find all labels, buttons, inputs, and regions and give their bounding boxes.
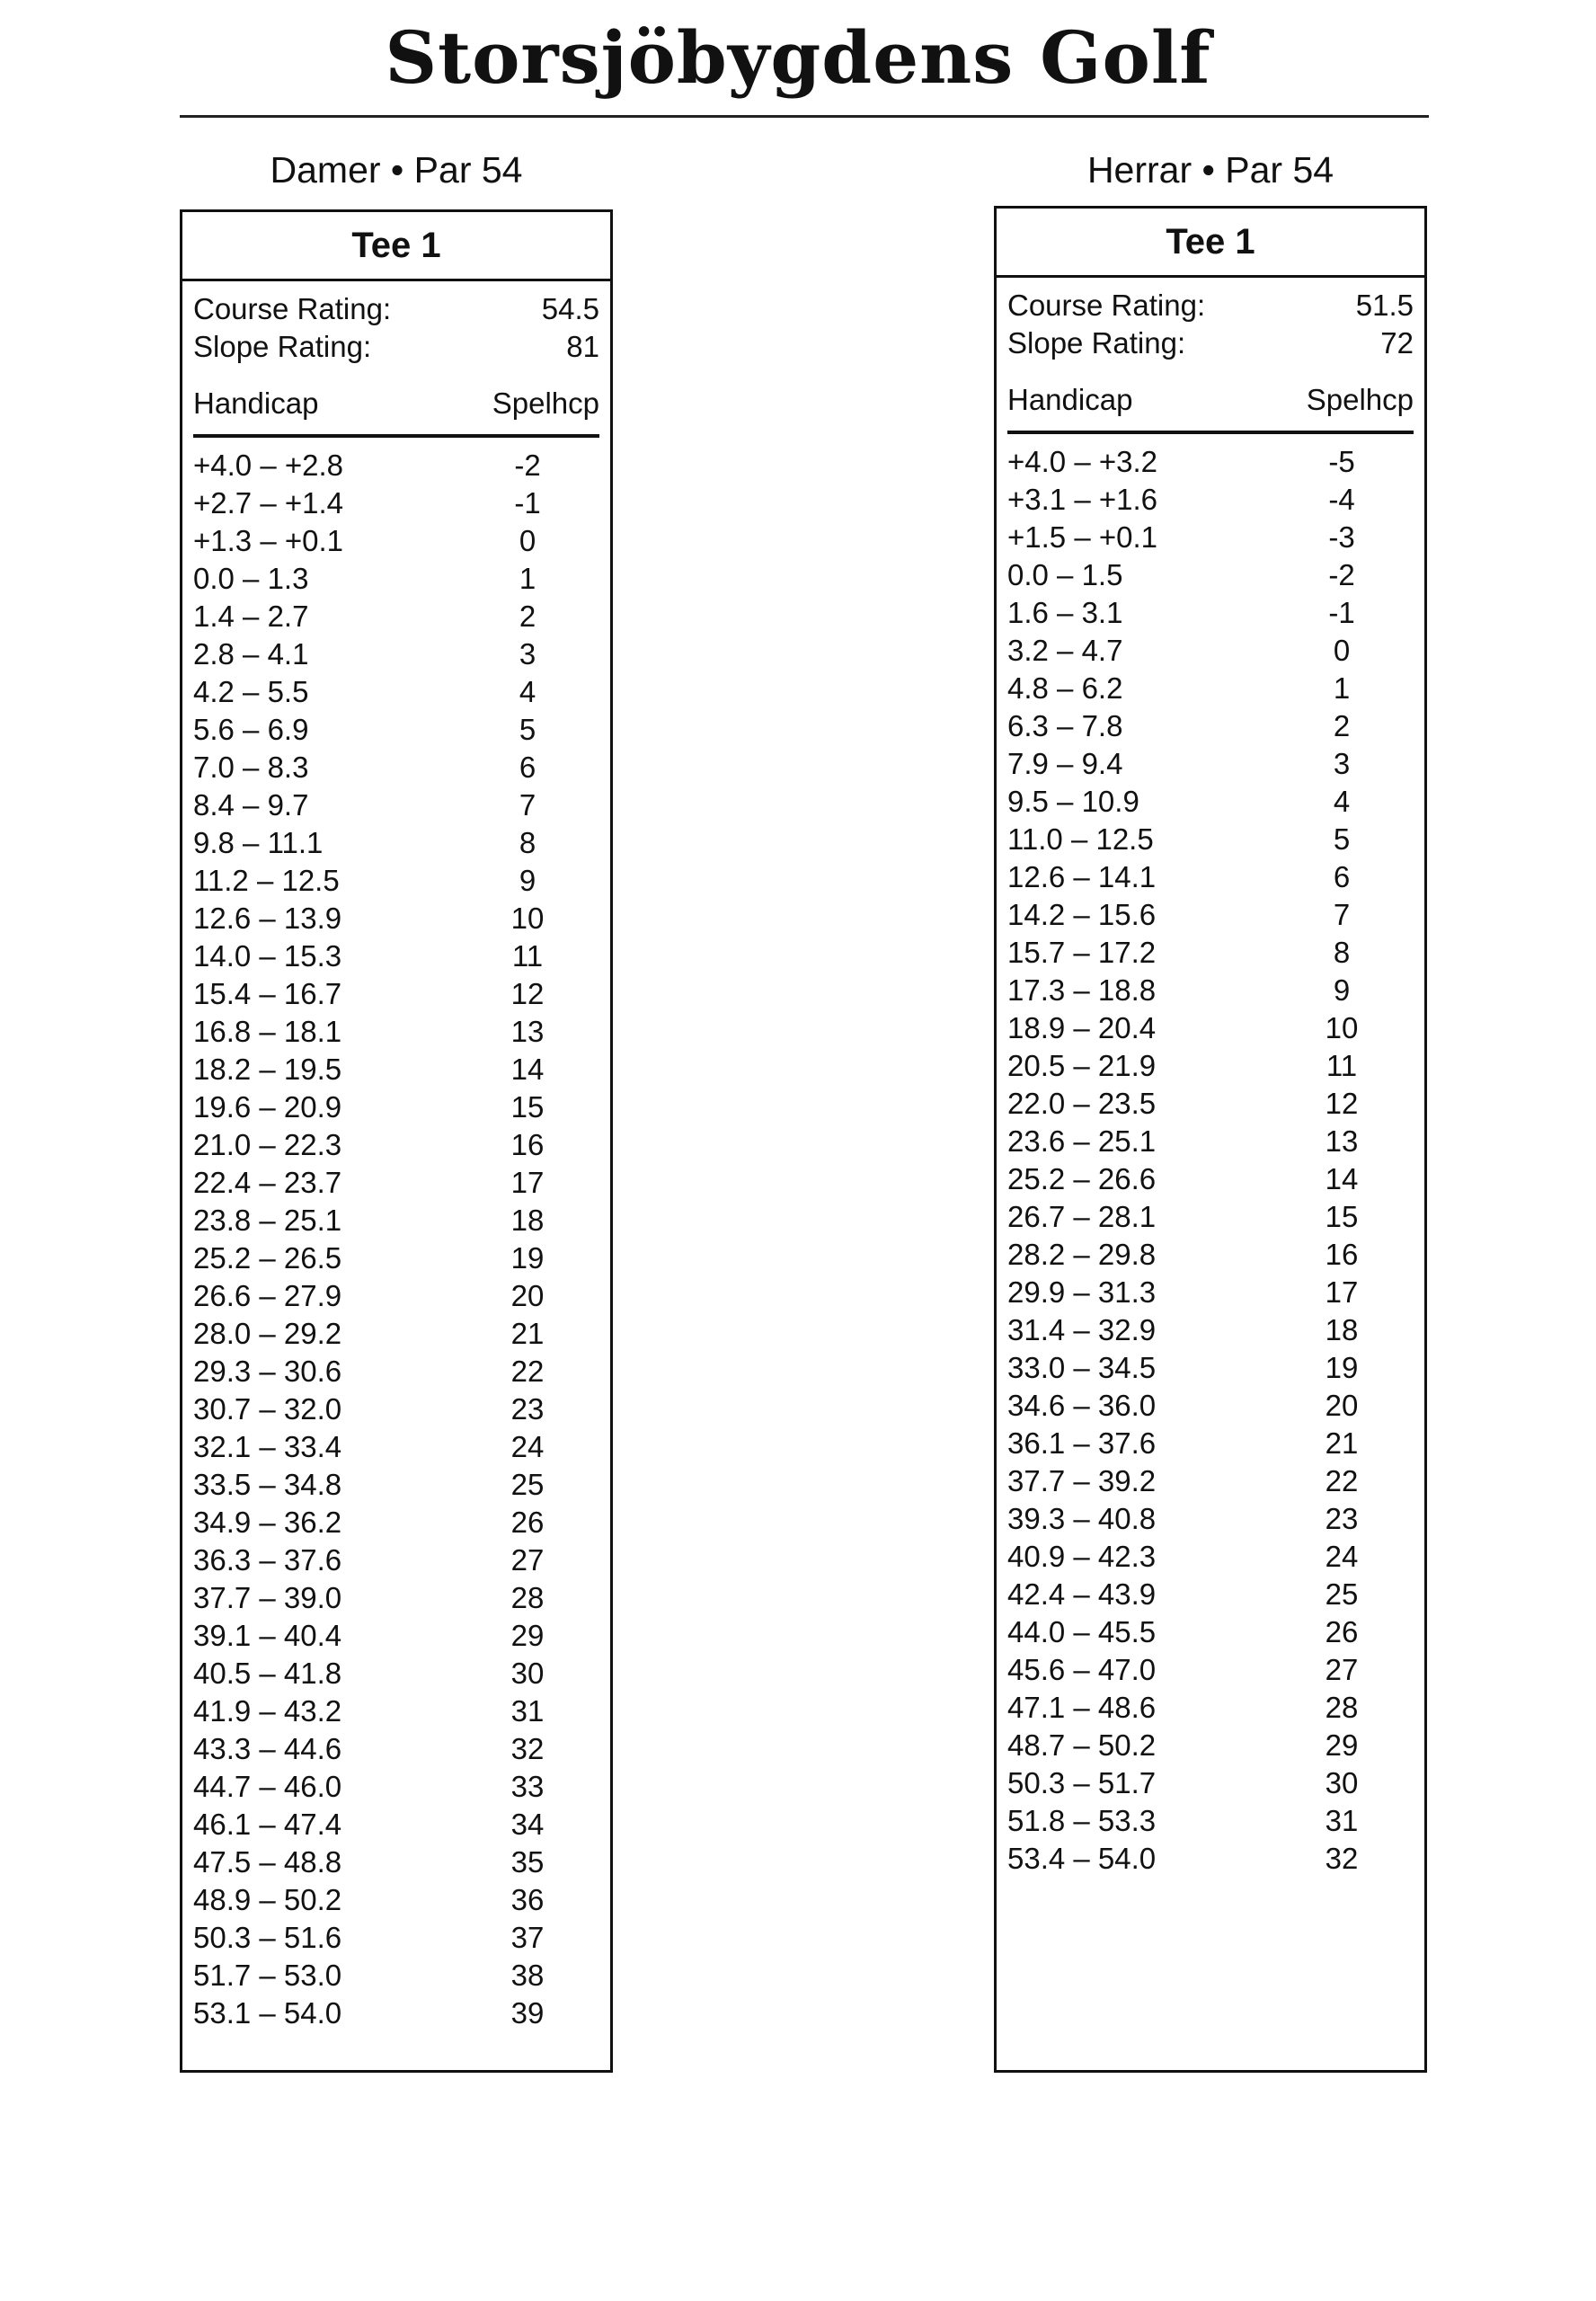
handicap-range: 39.3 – 40.8 bbox=[1007, 1502, 1157, 1535]
handicap-range: 34.9 – 36.2 bbox=[193, 1506, 342, 1539]
spelhcp-value: 35 bbox=[510, 1845, 545, 1879]
spelhcp-value: 30 bbox=[510, 1657, 545, 1690]
table-row bbox=[1007, 1802, 1414, 1840]
handicap-range: 44.7 – 46.0 bbox=[193, 1770, 342, 1803]
spelhcp-value: 4 bbox=[1333, 785, 1351, 818]
table-row bbox=[1007, 1689, 1414, 1727]
handicap-range: 5.6 – 6.9 bbox=[193, 713, 309, 746]
handicap-range: 33.5 – 34.8 bbox=[193, 1468, 342, 1501]
spelhcp-header: Spelhcp bbox=[492, 386, 599, 420]
spelhcp-value: 28 bbox=[1325, 1691, 1359, 1724]
spelhcp-value: 14 bbox=[510, 1053, 545, 1086]
spelhcp-value: 26 bbox=[510, 1506, 545, 1539]
table-row bbox=[193, 1390, 599, 1428]
handicap-range: 11.0 – 12.5 bbox=[1007, 822, 1154, 856]
table-row bbox=[1007, 1576, 1414, 1613]
table-row bbox=[193, 1919, 599, 1957]
spelhcp-value: 29 bbox=[510, 1619, 545, 1652]
handicap-range: 29.9 – 31.3 bbox=[1007, 1275, 1157, 1309]
spelhcp-value: 6 bbox=[1333, 860, 1351, 893]
damer-tee-label: Tee 1 bbox=[182, 212, 610, 281]
table-row bbox=[193, 900, 599, 937]
spelhcp-value: 28 bbox=[510, 1581, 545, 1614]
handicap-range: 21.0 – 22.3 bbox=[193, 1128, 342, 1161]
handicap-range: +2.7 – +1.4 bbox=[193, 486, 343, 520]
handicap-range: 18.9 – 20.4 bbox=[1007, 1011, 1157, 1044]
table-row bbox=[193, 862, 599, 900]
table-row bbox=[1007, 1500, 1414, 1538]
spelhcp-value: 38 bbox=[510, 1959, 545, 1992]
spelhcp-value: 3 bbox=[519, 637, 536, 671]
table-row bbox=[193, 1239, 599, 1277]
table-row bbox=[193, 1428, 599, 1466]
table-row bbox=[1007, 707, 1414, 745]
spelhcp-value: 31 bbox=[1325, 1804, 1359, 1837]
handicap-range: +1.5 – +0.1 bbox=[1007, 520, 1157, 554]
spelhcp-value: -1 bbox=[1328, 596, 1355, 629]
handicap-range: 16.8 – 18.1 bbox=[193, 1015, 342, 1048]
damer-rows bbox=[193, 447, 599, 2032]
table-row bbox=[193, 1730, 599, 1768]
handicap-range: 26.7 – 28.1 bbox=[1007, 1200, 1157, 1233]
spelhcp-value: 21 bbox=[1325, 1426, 1359, 1460]
slope-rating-label: Slope Rating: bbox=[1007, 326, 1186, 360]
spelhcp-value: -3 bbox=[1328, 520, 1355, 554]
table-row bbox=[1007, 1613, 1414, 1651]
table-row bbox=[1007, 1047, 1414, 1085]
spelhcp-value: 0 bbox=[1333, 634, 1351, 667]
handicap-range: 18.2 – 19.5 bbox=[193, 1053, 342, 1086]
handicap-header: Handicap bbox=[193, 386, 319, 420]
spelhcp-value: 17 bbox=[1325, 1275, 1359, 1309]
damer-slope-rating-row bbox=[193, 328, 599, 366]
spelhcp-value: 12 bbox=[510, 977, 545, 1010]
table-row bbox=[1007, 1085, 1414, 1123]
spelhcp-value: 39 bbox=[510, 1996, 545, 2030]
title-divider bbox=[180, 115, 1429, 118]
table-row bbox=[1007, 1538, 1414, 1576]
handicap-range: 19.6 – 20.9 bbox=[193, 1090, 342, 1124]
table-row bbox=[1007, 632, 1414, 670]
spelhcp-value: 12 bbox=[1325, 1087, 1359, 1120]
spelhcp-value: 26 bbox=[1325, 1615, 1359, 1648]
table-row bbox=[193, 522, 599, 560]
damer-course-rating-row bbox=[193, 290, 599, 328]
spelhcp-value: 1 bbox=[519, 562, 536, 595]
table-row bbox=[193, 1051, 599, 1088]
table-row bbox=[1007, 1727, 1414, 1764]
spelhcp-value: 16 bbox=[510, 1128, 545, 1161]
damer-table bbox=[180, 209, 613, 2073]
spelhcp-value: 4 bbox=[519, 675, 536, 708]
table-row bbox=[193, 1579, 599, 1617]
spelhcp-value: 13 bbox=[510, 1015, 545, 1048]
herrar-course-rating-row bbox=[1007, 287, 1414, 324]
spelhcp-value: 8 bbox=[519, 826, 536, 859]
table-row bbox=[1007, 670, 1414, 707]
handicap-range: +4.0 – +3.2 bbox=[1007, 445, 1157, 478]
handicap-range: 23.8 – 25.1 bbox=[193, 1204, 342, 1237]
spelhcp-value: 15 bbox=[1325, 1200, 1359, 1233]
table-row bbox=[193, 1088, 599, 1126]
spelhcp-value: 16 bbox=[1325, 1238, 1359, 1271]
table-row bbox=[193, 937, 599, 975]
handicap-range: 11.2 – 12.5 bbox=[193, 864, 340, 897]
handicap-range: 3.2 – 4.7 bbox=[1007, 634, 1123, 667]
spelhcp-value: 2 bbox=[1333, 709, 1351, 742]
handicap-range: 37.7 – 39.2 bbox=[1007, 1464, 1157, 1497]
spelhcp-value: 22 bbox=[510, 1355, 545, 1388]
handicap-range: 47.5 – 48.8 bbox=[193, 1845, 342, 1879]
table-row bbox=[1007, 1425, 1414, 1462]
course-rating-label: Course Rating: bbox=[1007, 289, 1206, 322]
table-row bbox=[1007, 1349, 1414, 1387]
table-row bbox=[193, 1164, 599, 1202]
handicap-range: 0.0 – 1.3 bbox=[193, 562, 309, 595]
spelhcp-value: 20 bbox=[1325, 1389, 1359, 1422]
handicap-range: 14.2 – 15.6 bbox=[1007, 898, 1157, 931]
handicap-range: 44.0 – 45.5 bbox=[1007, 1615, 1157, 1648]
spelhcp-value: 20 bbox=[510, 1279, 545, 1312]
spelhcp-value: -5 bbox=[1328, 445, 1355, 478]
handicap-range: 12.6 – 13.9 bbox=[193, 902, 342, 935]
handicap-range: 41.9 – 43.2 bbox=[193, 1694, 342, 1728]
handicap-range: 6.3 – 7.8 bbox=[1007, 709, 1123, 742]
handicap-range: 26.6 – 27.9 bbox=[193, 1279, 342, 1312]
spelhcp-value: 9 bbox=[519, 864, 536, 897]
handicap-range: 31.4 – 32.9 bbox=[1007, 1313, 1157, 1346]
spelhcp-value: 25 bbox=[510, 1468, 545, 1501]
table-row bbox=[1007, 1198, 1414, 1236]
table-row bbox=[1007, 1123, 1414, 1160]
course-rating-value: 54.5 bbox=[541, 292, 599, 325]
table-row bbox=[193, 1541, 599, 1579]
handicap-range: 32.1 – 33.4 bbox=[193, 1430, 342, 1463]
spelhcp-value: 18 bbox=[1325, 1313, 1359, 1346]
damer-column-header bbox=[193, 384, 599, 438]
handicap-range: 45.6 – 47.0 bbox=[1007, 1653, 1157, 1686]
spelhcp-value: 17 bbox=[510, 1166, 545, 1199]
spelhcp-value: 32 bbox=[1325, 1842, 1359, 1875]
handicap-range: 46.1 – 47.4 bbox=[193, 1808, 342, 1841]
table-row bbox=[1007, 1462, 1414, 1500]
handicap-range: 23.6 – 25.1 bbox=[1007, 1124, 1157, 1158]
herrar-heading: Herrar • Par 54 bbox=[1086, 149, 1334, 191]
table-row bbox=[193, 560, 599, 598]
handicap-range: 14.0 – 15.3 bbox=[193, 939, 342, 973]
spelhcp-value: 11 bbox=[511, 939, 544, 973]
handicap-range: 53.1 – 54.0 bbox=[193, 1996, 342, 2030]
handicap-range: 0.0 – 1.5 bbox=[1007, 558, 1123, 591]
table-row bbox=[193, 1013, 599, 1051]
herrar-tee-label: Tee 1 bbox=[997, 209, 1424, 278]
table-row bbox=[193, 1768, 599, 1806]
table-row bbox=[1007, 1840, 1414, 1878]
table-row bbox=[193, 1466, 599, 1504]
handicap-range: +3.1 – +1.6 bbox=[1007, 483, 1157, 516]
table-row bbox=[193, 1504, 599, 1541]
handicap-range: 53.4 – 54.0 bbox=[1007, 1842, 1157, 1875]
table-row bbox=[193, 749, 599, 786]
table-row bbox=[193, 1315, 599, 1353]
table-row bbox=[1007, 1387, 1414, 1425]
spelhcp-value: 7 bbox=[1333, 898, 1351, 931]
table-row bbox=[1007, 783, 1414, 821]
spelhcp-value: 21 bbox=[510, 1317, 545, 1350]
handicap-range: 22.4 – 23.7 bbox=[193, 1166, 342, 1199]
handicap-range: 15.4 – 16.7 bbox=[193, 977, 342, 1010]
spelhcp-value: 25 bbox=[1325, 1577, 1359, 1611]
spelhcp-value: 23 bbox=[1325, 1502, 1359, 1535]
handicap-range: 28.0 – 29.2 bbox=[193, 1317, 342, 1350]
handicap-range: 34.6 – 36.0 bbox=[1007, 1389, 1157, 1422]
spelhcp-value: 9 bbox=[1333, 973, 1351, 1007]
table-row bbox=[193, 484, 599, 522]
table-row bbox=[1007, 934, 1414, 972]
handicap-range: 51.7 – 53.0 bbox=[193, 1959, 342, 1992]
handicap-range: 25.2 – 26.6 bbox=[1007, 1162, 1157, 1195]
spelhcp-value: 18 bbox=[510, 1204, 545, 1237]
course-rating-label: Course Rating: bbox=[193, 292, 392, 325]
table-row bbox=[193, 1806, 599, 1843]
table-row bbox=[1007, 1160, 1414, 1198]
table-row bbox=[193, 673, 599, 711]
handicap-range: 2.8 – 4.1 bbox=[193, 637, 309, 671]
herrar-rows bbox=[1007, 443, 1414, 1878]
handicap-range: 8.4 – 9.7 bbox=[193, 788, 309, 822]
handicap-range: 39.1 – 40.4 bbox=[193, 1619, 342, 1652]
spelhcp-value: 5 bbox=[519, 713, 536, 746]
table-row bbox=[193, 1692, 599, 1730]
table-row bbox=[1007, 821, 1414, 858]
table-row bbox=[1007, 1009, 1414, 1047]
table-row bbox=[193, 824, 599, 862]
handicap-range: 20.5 – 21.9 bbox=[1007, 1049, 1157, 1082]
spelhcp-value: 23 bbox=[510, 1392, 545, 1426]
table-row bbox=[193, 1655, 599, 1692]
table-row bbox=[1007, 556, 1414, 594]
damer-heading: Damer • Par 54 bbox=[270, 149, 523, 191]
page-title: Storsjöbygdens Golf bbox=[385, 15, 1211, 100]
table-row bbox=[193, 1843, 599, 1881]
slope-rating-label: Slope Rating: bbox=[193, 330, 372, 363]
spelhcp-value: 15 bbox=[510, 1090, 545, 1124]
handicap-range: +4.0 – +2.8 bbox=[193, 449, 343, 482]
spelhcp-value: 27 bbox=[510, 1543, 545, 1577]
table-row bbox=[1007, 1651, 1414, 1689]
table-row bbox=[1007, 896, 1414, 934]
spelhcp-value: -2 bbox=[1328, 558, 1355, 591]
handicap-range: 22.0 – 23.5 bbox=[1007, 1087, 1157, 1120]
handicap-range: 25.2 – 26.5 bbox=[193, 1241, 342, 1275]
table-row bbox=[193, 1881, 599, 1919]
handicap-range: 50.3 – 51.7 bbox=[1007, 1766, 1157, 1799]
table-row bbox=[193, 1957, 599, 1994]
spelhcp-value: 3 bbox=[1333, 747, 1351, 780]
spelhcp-value: 11 bbox=[1326, 1049, 1358, 1082]
slope-rating-value: 72 bbox=[1380, 326, 1414, 360]
handicap-range: 9.5 – 10.9 bbox=[1007, 785, 1139, 818]
spelhcp-value: 36 bbox=[510, 1883, 545, 1916]
herrar-column-header bbox=[1007, 380, 1414, 434]
spelhcp-value: 19 bbox=[1325, 1351, 1359, 1384]
spelhcp-value: 0 bbox=[519, 524, 536, 557]
table-row bbox=[193, 1126, 599, 1164]
table-row bbox=[1007, 1311, 1414, 1349]
handicap-range: 4.2 – 5.5 bbox=[193, 675, 309, 708]
spelhcp-value: 7 bbox=[519, 788, 536, 822]
handicap-header: Handicap bbox=[1007, 383, 1133, 416]
table-row bbox=[193, 1277, 599, 1315]
spelhcp-header: Spelhcp bbox=[1306, 383, 1414, 416]
table-row bbox=[193, 598, 599, 635]
table-row bbox=[193, 1617, 599, 1655]
table-row bbox=[1007, 443, 1414, 481]
handicap-range: 43.3 – 44.6 bbox=[193, 1732, 342, 1765]
table-row bbox=[193, 711, 599, 749]
spelhcp-value: 27 bbox=[1325, 1653, 1359, 1686]
handicap-range: 28.2 – 29.8 bbox=[1007, 1238, 1157, 1271]
table-row bbox=[1007, 481, 1414, 519]
table-row bbox=[193, 635, 599, 673]
herrar-slope-rating-row bbox=[1007, 324, 1414, 362]
handicap-range: 1.6 – 3.1 bbox=[1007, 596, 1123, 629]
spelhcp-value: 29 bbox=[1325, 1728, 1359, 1762]
handicap-range: 42.4 – 43.9 bbox=[1007, 1577, 1157, 1611]
spelhcp-value: 24 bbox=[1325, 1540, 1359, 1573]
spelhcp-value: 22 bbox=[1325, 1464, 1359, 1497]
handicap-range: 15.7 – 17.2 bbox=[1007, 936, 1157, 969]
handicap-range: 7.0 – 8.3 bbox=[193, 751, 309, 784]
handicap-range: 9.8 – 11.1 bbox=[193, 826, 324, 859]
handicap-range: 12.6 – 14.1 bbox=[1007, 860, 1157, 893]
table-row bbox=[193, 975, 599, 1013]
handicap-range: 33.0 – 34.5 bbox=[1007, 1351, 1157, 1384]
spelhcp-value: 6 bbox=[519, 751, 536, 784]
handicap-range: 48.7 – 50.2 bbox=[1007, 1728, 1157, 1762]
handicap-range: 1.4 – 2.7 bbox=[193, 600, 309, 633]
spelhcp-value: 5 bbox=[1333, 822, 1351, 856]
handicap-range: 4.8 – 6.2 bbox=[1007, 671, 1123, 705]
herrar-table bbox=[994, 206, 1427, 2073]
handicap-range: 36.3 – 37.6 bbox=[193, 1543, 342, 1577]
slope-rating-value: 81 bbox=[566, 330, 599, 363]
table-row bbox=[1007, 1764, 1414, 1802]
spelhcp-value: 2 bbox=[519, 600, 536, 633]
spelhcp-value: 33 bbox=[510, 1770, 545, 1803]
spelhcp-value: -2 bbox=[514, 449, 541, 482]
handicap-range: 7.9 – 9.4 bbox=[1007, 747, 1123, 780]
spelhcp-value: 34 bbox=[510, 1808, 545, 1841]
spelhcp-value: 19 bbox=[510, 1241, 545, 1275]
spelhcp-value: 14 bbox=[1325, 1162, 1359, 1195]
table-row bbox=[1007, 745, 1414, 783]
spelhcp-value: 30 bbox=[1325, 1766, 1359, 1799]
spelhcp-value: 37 bbox=[510, 1921, 545, 1954]
table-row bbox=[193, 1994, 599, 2032]
handicap-range: +1.3 – +0.1 bbox=[193, 524, 343, 557]
handicap-range: 40.9 – 42.3 bbox=[1007, 1540, 1157, 1573]
handicap-range: 48.9 – 50.2 bbox=[193, 1883, 342, 1916]
table-row bbox=[1007, 519, 1414, 556]
table-row bbox=[193, 786, 599, 824]
table-row bbox=[193, 447, 599, 484]
spelhcp-value: 10 bbox=[510, 902, 545, 935]
handicap-range: 40.5 – 41.8 bbox=[193, 1657, 342, 1690]
table-row bbox=[193, 1353, 599, 1390]
table-row bbox=[193, 1202, 599, 1239]
table-row bbox=[1007, 858, 1414, 896]
spelhcp-value: 32 bbox=[510, 1732, 545, 1765]
handicap-range: 51.8 – 53.3 bbox=[1007, 1804, 1157, 1837]
handicap-range: 36.1 – 37.6 bbox=[1007, 1426, 1157, 1460]
table-row bbox=[1007, 972, 1414, 1009]
spelhcp-value: -4 bbox=[1328, 483, 1355, 516]
handicap-range: 50.3 – 51.6 bbox=[193, 1921, 342, 1954]
spelhcp-value: 10 bbox=[1325, 1011, 1359, 1044]
spelhcp-value: 1 bbox=[1333, 671, 1351, 705]
handicap-range: 30.7 – 32.0 bbox=[193, 1392, 342, 1426]
spelhcp-value: -1 bbox=[514, 486, 541, 520]
spelhcp-value: 24 bbox=[510, 1430, 545, 1463]
handicap-range: 37.7 – 39.0 bbox=[193, 1581, 342, 1614]
table-row bbox=[1007, 594, 1414, 632]
spelhcp-value: 8 bbox=[1333, 936, 1351, 969]
course-rating-value: 51.5 bbox=[1355, 289, 1414, 322]
spelhcp-value: 31 bbox=[510, 1694, 545, 1728]
handicap-range: 47.1 – 48.6 bbox=[1007, 1691, 1157, 1724]
table-row bbox=[1007, 1274, 1414, 1311]
handicap-range: 29.3 – 30.6 bbox=[193, 1355, 342, 1388]
table-row bbox=[1007, 1236, 1414, 1274]
spelhcp-value: 13 bbox=[1325, 1124, 1359, 1158]
handicap-range: 17.3 – 18.8 bbox=[1007, 973, 1157, 1007]
